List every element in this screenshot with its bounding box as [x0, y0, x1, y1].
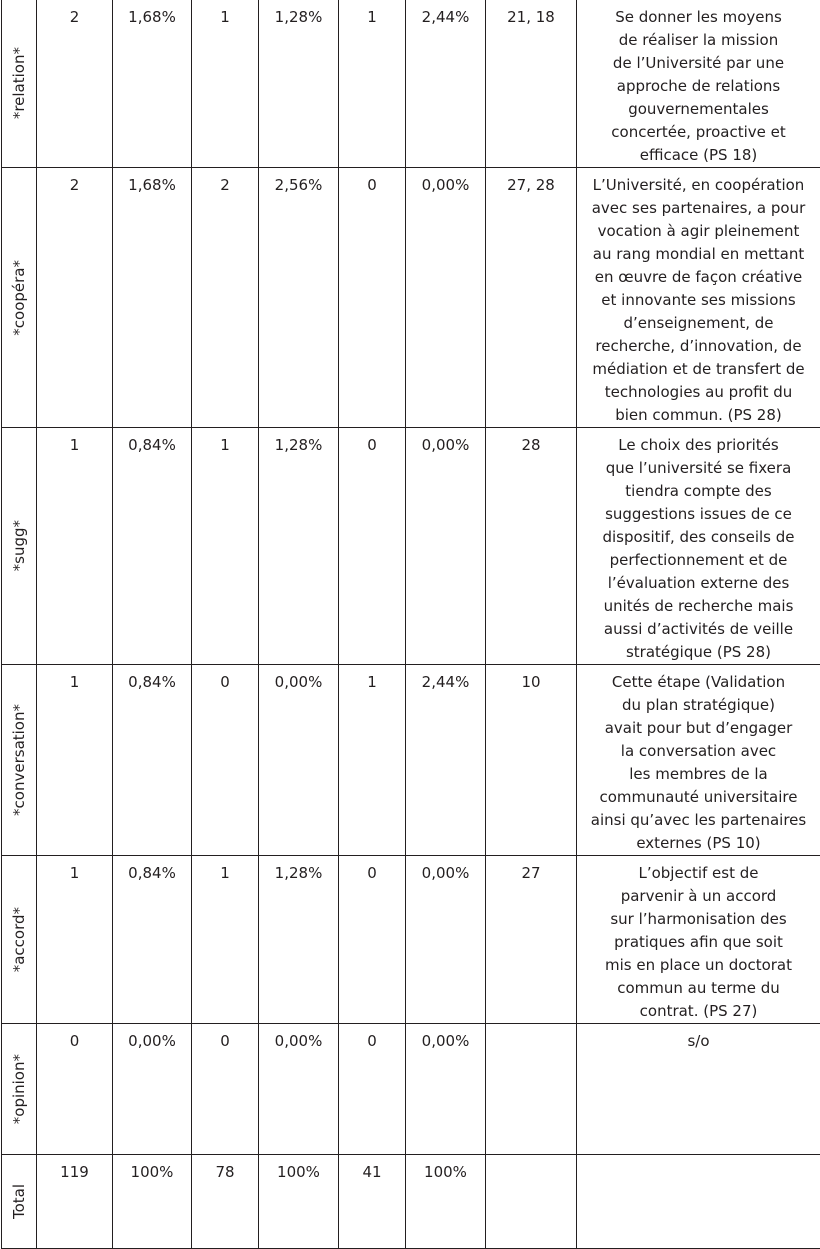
- percent-group-b: 0,00%: [406, 1024, 486, 1155]
- page-references: [486, 1155, 577, 1249]
- percent-total: 0,84%: [113, 856, 192, 1024]
- percent-group-b: 100%: [406, 1155, 486, 1249]
- quote-cell: [577, 168, 820, 428]
- quote-line: efficace (PS 18): [581, 144, 816, 167]
- percent-group-a: 1,28%: [259, 0, 339, 168]
- page-references: 27, 28: [486, 168, 577, 428]
- quote-cell: [577, 0, 820, 168]
- quote-line: médiation et de transfert de: [581, 358, 816, 381]
- count-group-b: 41: [339, 1155, 406, 1249]
- quote-line: de réaliser la mission: [581, 29, 816, 52]
- percent-group-b: 2,44%: [406, 0, 486, 168]
- table-body: [2, 0, 820, 1249]
- quote-line: avec ses partenaires, a pour: [581, 197, 816, 220]
- quote-line: gouvernementales: [581, 98, 816, 121]
- count-group-b: 0: [339, 856, 406, 1024]
- count-group-b: 0: [339, 168, 406, 428]
- percent-group-a: 0,00%: [259, 665, 339, 856]
- quote-line: les membres de la: [581, 763, 816, 786]
- count-total: 2: [37, 168, 113, 428]
- percent-total: 0,84%: [113, 428, 192, 665]
- row-label-cell: [2, 1024, 37, 1155]
- quote-line: L’objectif est de: [581, 862, 816, 885]
- quote-cell: [577, 856, 820, 1024]
- quote-cell: [577, 428, 820, 665]
- row-label: *sugg*: [4, 520, 34, 571]
- table-row: [2, 856, 820, 1024]
- quote-line: tiendra compte des: [581, 480, 816, 503]
- row-label-cell: [2, 0, 37, 168]
- quote-line: d’enseignement, de: [581, 312, 816, 335]
- count-total: 0: [37, 1024, 113, 1155]
- term-frequency-table: [1, 0, 820, 1249]
- count-group-b: 0: [339, 428, 406, 665]
- count-total: 1: [37, 665, 113, 856]
- page-references: [486, 1024, 577, 1155]
- percent-group-a: 2,56%: [259, 168, 339, 428]
- percent-group-a: 0,00%: [259, 1024, 339, 1155]
- quote-line: suggestions issues de ce: [581, 503, 816, 526]
- quote-line: contrat. (PS 27): [581, 1000, 816, 1023]
- table-row: [2, 1024, 820, 1155]
- quote-line: technologies au profit du: [581, 381, 816, 404]
- percent-group-a: 100%: [259, 1155, 339, 1249]
- row-label-cell: [2, 856, 37, 1024]
- quote-line: commun au terme du: [581, 977, 816, 1000]
- quote-line: avait pour but d’engager: [581, 717, 816, 740]
- quote-line: unités de recherche mais: [581, 595, 816, 618]
- quote-cell: [577, 665, 820, 856]
- quote-line: mis en place un doctorat: [581, 954, 816, 977]
- quote-line: Le choix des priorités: [581, 434, 816, 457]
- quote-line: aussi d’activités de veille: [581, 618, 816, 641]
- quote-line: stratégique (PS 28): [581, 641, 816, 664]
- percent-total: 1,68%: [113, 0, 192, 168]
- quote-line: concertée, proactive et: [581, 121, 816, 144]
- percent-group-b: 2,44%: [406, 665, 486, 856]
- count-group-a: 0: [192, 665, 259, 856]
- quote-line: L’Université, en coopération: [581, 174, 816, 197]
- page-references: 28: [486, 428, 577, 665]
- quote-line: s/o: [581, 1030, 816, 1053]
- percent-total: 0,00%: [113, 1024, 192, 1155]
- percent-group-b: 0,00%: [406, 856, 486, 1024]
- percent-total: 100%: [113, 1155, 192, 1249]
- quote-line: bien commun. (PS 28): [581, 404, 816, 427]
- table-row-total: [2, 1155, 820, 1249]
- quote-line: externes (PS 10): [581, 832, 816, 855]
- row-label: *opinion*: [4, 1054, 34, 1124]
- quote-line: perfectionnement et de: [581, 549, 816, 572]
- row-label-cell: [2, 428, 37, 665]
- percent-group-a: 1,28%: [259, 856, 339, 1024]
- row-label: *accord*: [4, 907, 34, 972]
- page-references: 10: [486, 665, 577, 856]
- quote-line: Se donner les moyens: [581, 6, 816, 29]
- quote-line: que l’université se fixera: [581, 457, 816, 480]
- count-total: 2: [37, 0, 113, 168]
- percent-group-b: 0,00%: [406, 428, 486, 665]
- table-row: [2, 428, 820, 665]
- quote-cell: [577, 1024, 820, 1155]
- table-row: [2, 168, 820, 428]
- percent-total: 0,84%: [113, 665, 192, 856]
- count-total: 1: [37, 856, 113, 1024]
- row-label: *relation*: [4, 47, 34, 119]
- row-label: *conversation*: [4, 704, 34, 816]
- row-label-cell: [2, 1155, 37, 1249]
- count-group-b: 1: [339, 665, 406, 856]
- table-row: [2, 665, 820, 856]
- row-label: *coopéra*: [4, 260, 34, 336]
- quote-line: en œuvre de façon créative: [581, 266, 816, 289]
- count-total: 1: [37, 428, 113, 665]
- quote-line: recherche, d’innovation, de: [581, 335, 816, 358]
- quote-line: Cette étape (Validation: [581, 671, 816, 694]
- count-group-a: 1: [192, 0, 259, 168]
- percent-group-b: 0,00%: [406, 168, 486, 428]
- count-total: 119: [37, 1155, 113, 1249]
- row-label-cell: [2, 168, 37, 428]
- quote-line: parvenir à un accord: [581, 885, 816, 908]
- count-group-a: 0: [192, 1024, 259, 1155]
- quote-line: la conversation avec: [581, 740, 816, 763]
- quote-line: du plan stratégique): [581, 694, 816, 717]
- quote-line: communauté universitaire: [581, 786, 816, 809]
- percent-total: 1,68%: [113, 168, 192, 428]
- quote-line: sur l’harmonisation des: [581, 908, 816, 931]
- quote-line: vocation à agir pleinement: [581, 220, 816, 243]
- quote-line: et innovante ses missions: [581, 289, 816, 312]
- percent-group-a: 1,28%: [259, 428, 339, 665]
- quote-line: ainsi qu’avec les partenaires: [581, 809, 816, 832]
- quote-cell: [577, 1155, 820, 1249]
- row-label: Total: [4, 1184, 34, 1219]
- table-row: [2, 0, 820, 168]
- quote-line: pratiques afin que soit: [581, 931, 816, 954]
- page-references: 27: [486, 856, 577, 1024]
- page-references: 21, 18: [486, 0, 577, 168]
- count-group-b: 1: [339, 0, 406, 168]
- count-group-b: 0: [339, 1024, 406, 1155]
- quote-line: approche de relations: [581, 75, 816, 98]
- quote-line: l’évaluation externe des: [581, 572, 816, 595]
- quote-line: de l’Université par une: [581, 52, 816, 75]
- quote-line: au rang mondial en mettant: [581, 243, 816, 266]
- count-group-a: 1: [192, 856, 259, 1024]
- quote-line: dispositif, des conseils de: [581, 526, 816, 549]
- row-label-cell: [2, 665, 37, 856]
- count-group-a: 2: [192, 168, 259, 428]
- count-group-a: 1: [192, 428, 259, 665]
- count-group-a: 78: [192, 1155, 259, 1249]
